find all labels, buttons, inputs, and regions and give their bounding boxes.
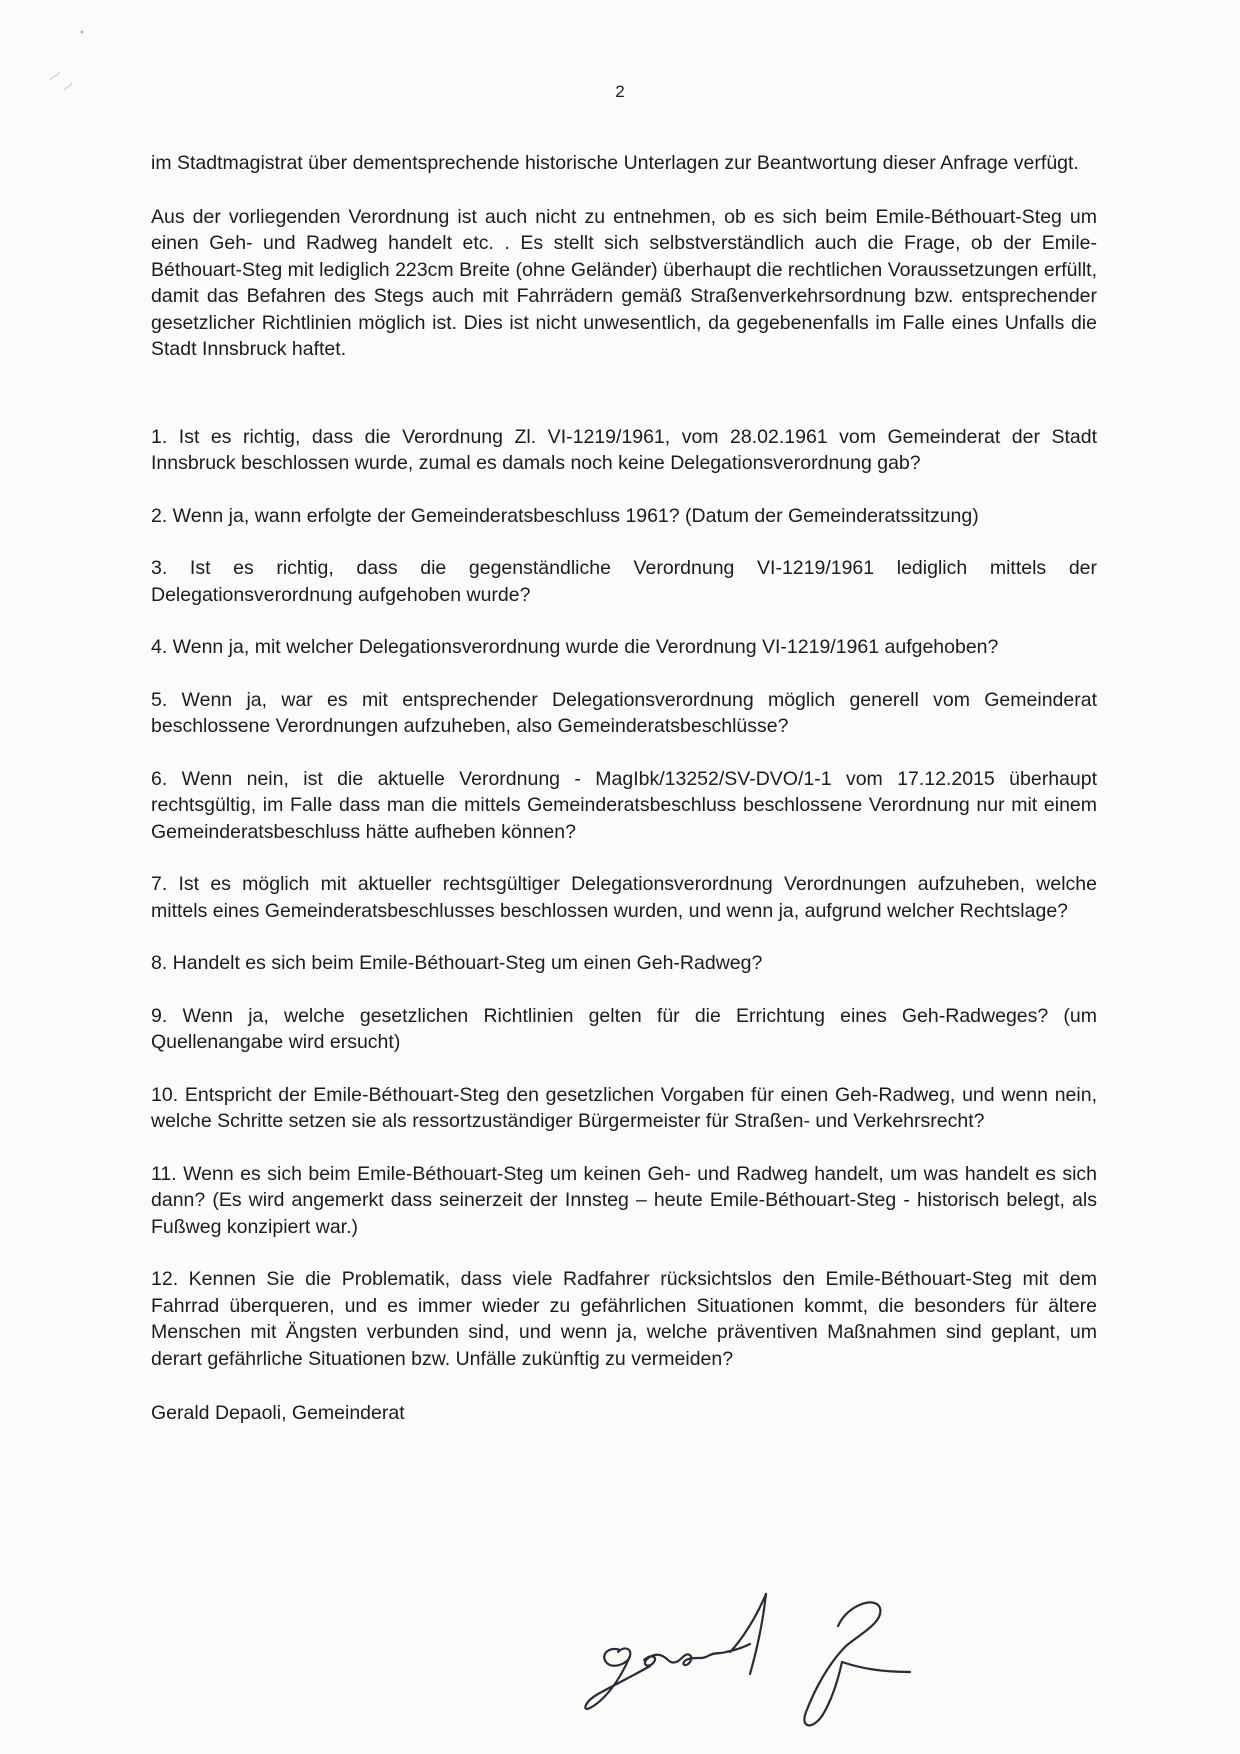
handwritten-signature xyxy=(580,1590,1010,1740)
intro-paragraph-1: im Stadtmagistrat über dementsprechende historische Unterlagen zur Beantwortung dieser Anfrage verfügt. xyxy=(151,152,1079,174)
question-1: 1. Ist es richtig, dass die Verordnung Zl. VI-1219/1961, vom 28.02.1961 vom Gemeinderat der Stadt Innsbruck beschlossen wurde, zumal es damals noch keine Delegationsverordnung gab? xyxy=(151,425,1097,474)
question-2: 2. Wenn ja, wann erfolgte der Gemeinderatsbeschluss 1961? (Datum der Gemeinderatssitzung) xyxy=(151,504,979,527)
question-11: 11. Wenn es sich beim Emile-Béthouart-Steg um keinen Geh- und Radweg handelt, um was handelt es sich dann? (Es wird angemerkt dass seinerzeit der Innsteg – heute Emile-Béthouart-Steg - historisch belegt, als Fußweg konzipiert war.) xyxy=(151,1162,1097,1238)
question-5: 5. Wenn ja, war es mit entsprechender Delegationsverordnung möglich generell vom Gemeinderat beschlossene Verordnungen aufzuheben, also Gemeinderatsbeschlüsse? xyxy=(151,688,1097,737)
intro-paragraph-2: Aus der vorliegenden Verordnung ist auch nicht zu entnehmen, ob es sich beim Emile-Béthouart-Steg um einen Geh- und Radweg handelt etc. . Es stellt sich selbstverständlich auch die Frage, ob der Emile-Béthouart-Steg mit lediglich 223cm Breite (ohne Geländer) überhaupt die rechtlichen Voraussetzungen erfüllt, damit das Befahren des Stegs auch mit Fahrrädern gemäß Straßenverkehrsordnung bzw. entsprechender gesetzlicher Richtlinien möglich ist. Dies ist nicht unwesentlich, da gegebenenfalls im Falle eines Unfalls die Stadt Innsbruck haftet. xyxy=(151,205,1097,360)
page-number: 2 xyxy=(615,82,625,101)
question-9: 9. Wenn ja, welche gesetzlichen Richtlinien gelten für die Errichtung eines Geh-Radweges? (um Quellenangabe wird ersucht) xyxy=(151,1004,1097,1053)
question-10: 10. Entspricht der Emile-Béthouart-Steg den gesetzlichen Vorgaben für einen Geh-Radweg, und wenn nein, welche Schritte setzen sie als ressortzuständiger Bürgermeister für Straßen- und Verkehrsrecht? xyxy=(151,1083,1097,1132)
question-7: 7. Ist es möglich mit aktueller rechtsgültiger Delegationsverordnung Verordnungen aufzuheben, welche mittels eines Gemeinderatsbeschlusses beschlossen wurden, und wenn ja, aufgrund welcher Rechtslage? xyxy=(151,873,1097,922)
question-12: 12. Kennen Sie die Problematik, dass viele Radfahrer rücksichtslos den Emile-Béthouart-Steg mit dem Fahrrad überqueren, und es immer wieder zu gefährlichen Situationen kommt, die besonders für ältere Menschen mit Ängsten verbunden sind, und wenn ja, welche präventiven Maßnahmen sind geplant, um derart gefährliche Situationen bzw. Unfälle zukünftig zu vermeiden? xyxy=(151,1268,1097,1370)
question-3: 3. Ist es richtig, dass die gegenständliche Verordnung VI-1219/1961 lediglich mittels der Delegationsverordnung aufgehoben wurde? xyxy=(151,557,1097,606)
question-8: 8. Handelt es sich beim Emile-Béthouart-Steg um einen Geh-Radweg? xyxy=(151,952,763,974)
question-6: 6. Wenn nein, ist die aktuelle Verordnung - MagIbk/13252/SV-DVO/1-1 vom 17.12.2015 überhaupt rechtsgültig, im Falle dass man die mittels Gemeinderatsbeschluss beschlossene Verordnung nur mit einem Gemeinderatsbeschluss hätte aufheben können? xyxy=(151,767,1097,843)
document-body xyxy=(151,150,1097,1427)
question-4: 4. Wenn ja, mit welcher Delegationsverordnung wurde die Verordnung VI-1219/1961 aufgehoben? xyxy=(151,636,999,658)
signatory-name: Gerald Depaoli, Gemeinderat xyxy=(151,1402,405,1424)
